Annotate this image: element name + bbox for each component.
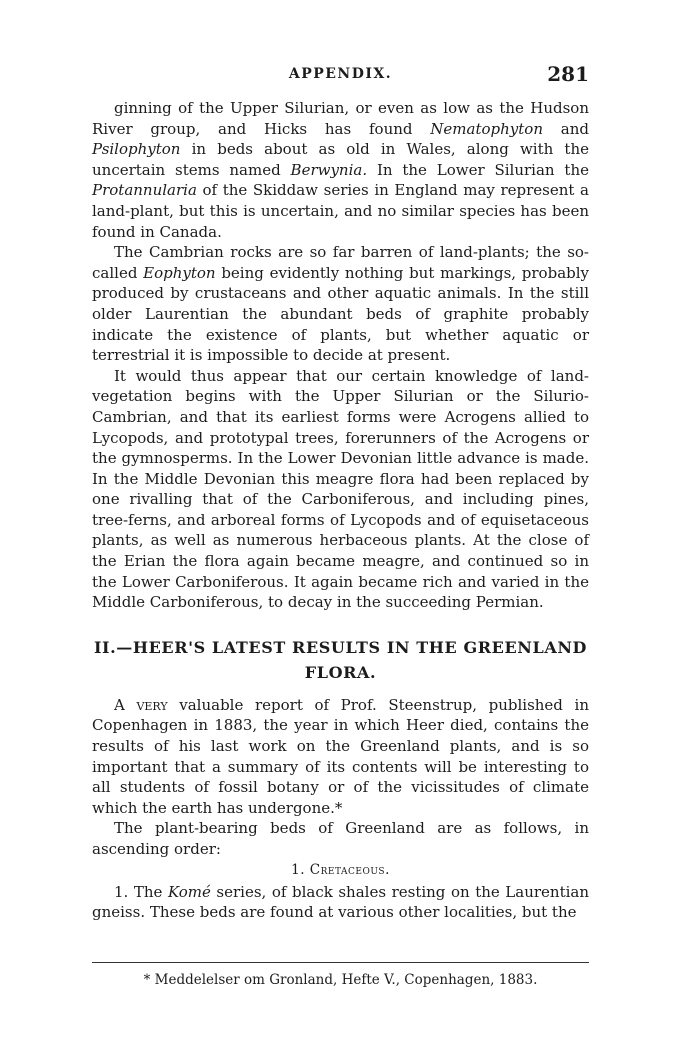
body-after	[92, 882, 589, 923]
italic-term: Eophyton	[143, 263, 216, 282]
text-run: and	[542, 119, 589, 138]
running-title: APPENDIX.	[288, 66, 393, 82]
italic-term: Protannularia	[92, 181, 197, 200]
footnote: * Meddelelser om Gronland, Hefte V., Copenhagen, 1883.	[143, 972, 538, 988]
text-run: In the Lower Silurian the	[367, 160, 589, 179]
italic-term: Komé	[167, 882, 211, 901]
text-run: being evidently nothing but markings, probably produced by crustaceans and other aquatic animals. In the still older Laurentian the abundant beds of graphite probably indicate the existence of plants, but whether aquatic or terrestrial it is impossible to decide at present.	[92, 263, 590, 365]
footnote-rule	[92, 962, 589, 963]
section-heading-line-1: II.—HEER'S LATEST RESULTS IN THE GREENLAND	[93, 637, 588, 657]
text-run: ginning of the Upper Silurian, or even as low as the Hudson River group, and Hicks has found	[92, 99, 589, 138]
subheading: 1. Cretaceous.	[291, 861, 390, 878]
italic-term: Psilophyton	[92, 140, 181, 159]
page	[92, 64, 589, 994]
text-run: of the Skiddaw series in England may represent a land-plant, but this is uncertain, and no similar species has been found in Canada.	[92, 181, 589, 241]
text-run: in beds about as old in Wales, along with the uncertain stems named	[92, 140, 589, 179]
text-run: A	[114, 695, 137, 714]
italic-term: Nematophyton	[430, 119, 543, 138]
paragraph-p6	[92, 882, 589, 923]
smallcaps-word: very	[136, 695, 168, 714]
paragraph-p4	[92, 695, 589, 819]
text-run: It would thus appear that our certain knowledge of land-vegetation begins with the Upper Silurian or the Silurio-Cambrian, and that its earliest forms were Acrogens allied to Lycopods, and prototypal trees, forerunners of the Acrogens or the gymnosperms. In the Lower Devonian little advance is made. In the Middle Devonian this meagre flora had been replaced by one rivalling that of the Carboniferous, and including pines, tree-ferns, and arboreal forms of Lycopods and of equisetaceous plants, as well as numerous herbaceous plants. At the close of the Erian the flora again became meagre, and continued so in the Lower Carboniferous. It again became rich and varied in the Middle Carboniferous, to decay in the succeeding Permian.	[92, 366, 589, 612]
running-header	[92, 64, 589, 98]
paragraph-p5	[92, 818, 589, 859]
text-run: series, of black shales resting on the Laurentian gneiss. These beds are found at various other localities, but the	[92, 882, 589, 922]
italic-term: Berwynia.	[290, 160, 368, 179]
text-run: valuable report of Prof. Steenstrup, published in Copenhagen in 1883, the year in which Heer died, contains the results of his last work on the Greenland plants, and is so important that a summary of its contents will be interesting to all students of fossil botany or of the vicissitudes of climate which the earth has undergone.*	[92, 695, 589, 817]
text-run: The plant-bearing beds of Greenland are as follows, in ascending order:	[92, 819, 589, 858]
paragraph-p3	[92, 366, 589, 613]
section-heading	[92, 635, 589, 685]
section-heading-line-2: FLORA.	[304, 662, 377, 682]
text-run: The Cambrian rocks are so far barren of land-plants; the so-called	[92, 243, 589, 282]
page-number: 281	[547, 62, 589, 86]
body-top	[92, 98, 589, 613]
paragraph-p1	[92, 98, 589, 242]
body-section	[92, 695, 589, 860]
text-run: 1. The	[114, 882, 168, 901]
paragraph-p2	[92, 242, 589, 366]
